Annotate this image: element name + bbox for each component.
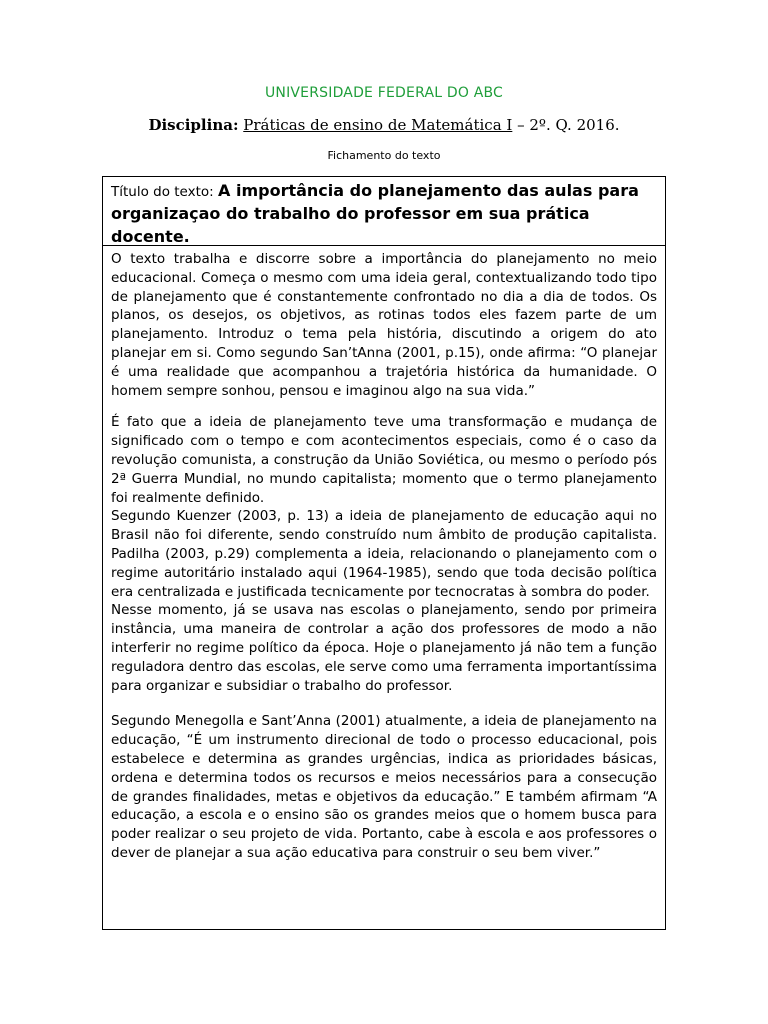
paragraph-2: É fato que a ideia de planejamento teve uma transformação e mudança de significado com o tempo e com acontecimentos especiais, como é o caso da revolução comunista, a construção da União Soviética, ou mesmo o período pós 2ª Guerra Mundial, no mundo capitalista; momento que o termo planejamento foi realmente definido. — [111, 414, 657, 506]
title-label: Título do texto: — [111, 184, 219, 200]
university-heading: UNIVERSIDADE FEDERAL DO ABC — [264, 85, 504, 101]
discipline-suffix: – 2º. Q. 2016. — [512, 116, 620, 134]
text-title: A importância do planejamento das aulas para organizaçao do trabalho do professor em sua prática docente. — [111, 181, 639, 246]
paragraph-4: Nesse momento, já se usava nas escolas o planejamento, sendo por primeira instância, uma maneira de controlar a ação dos professores de modo a não interferir no regime político da época. Hoje o planejamento já não tem a função reguladora dentro das escolas, ele serve como uma ferramenta importantíssima para organizar e subsidiar o trabalho do professor. — [111, 602, 657, 694]
discipline-course: Práticas de ensino de Matemática I — [243, 116, 513, 134]
paragraph-1: O texto trabalha e discorre sobre a importância do planejamento no meio educacional. Começa o mesmo com uma ideia geral, contextualizando todo tipo de planejamento que é constantemente confrontado no dia a dia de todos. Os planos, os desejos, os objetivos, as rotinas todos eles fazem parte de um planejamento. Introduz o tema pela história, discutindo a origem do ato planejar em si. Como segundo San’tAnna (2001, p.15), onde afirma: “O planejar é uma realidade que acompanhou a trajetória histórica da humanidade. O homem sempre sonhou, pensou e imaginou algo na sua vida.” — [111, 251, 657, 399]
document-subtitle: Fichamento do texto — [327, 149, 441, 162]
discipline-label: Disciplina: — [148, 116, 239, 134]
discipline-line — [0, 116, 768, 134]
paragraph-5: Segundo Menegolla e Sant’Anna (2001) atualmente, a ideia de planejamento na educação, “É um instrumento direcional de todo o processo educacional, pois estabelece e determina as grandes urgências, indica as prioridades básicas, ordena e determina todos os recursos e meios necessários para a consecução de grandes finalidades, metas e objetivos da educação.” E também afirmam “A educação, a escola e o ensino são os grandes meios que o homem busca para poder realizar o seu projeto de vida. Portanto, cabe à escola e aos professores o dever de planejar a sua ação educativa para construir o seu bem viver.” — [111, 713, 657, 861]
summary-table — [102, 176, 666, 930]
paragraph-3: Segundo Kuenzer (2003, p. 13) a ideia de planejamento de educação aqui no Brasil não foi diferente, sendo construído num âmbito de produção capitalista. Padilha (2003, p.29) complementa a ideia, relacionando o planejamento com o regime autoritário instalado aqui (1964-1985), sendo que toda decisão política era centralizada e justificada tecnicamente por tecnocratas à sombra do poder. — [111, 508, 657, 600]
summary-body — [103, 246, 665, 929]
title-cell — [103, 177, 665, 246]
paragraph-spacer — [111, 695, 657, 712]
paragraph-spacer — [111, 400, 657, 413]
